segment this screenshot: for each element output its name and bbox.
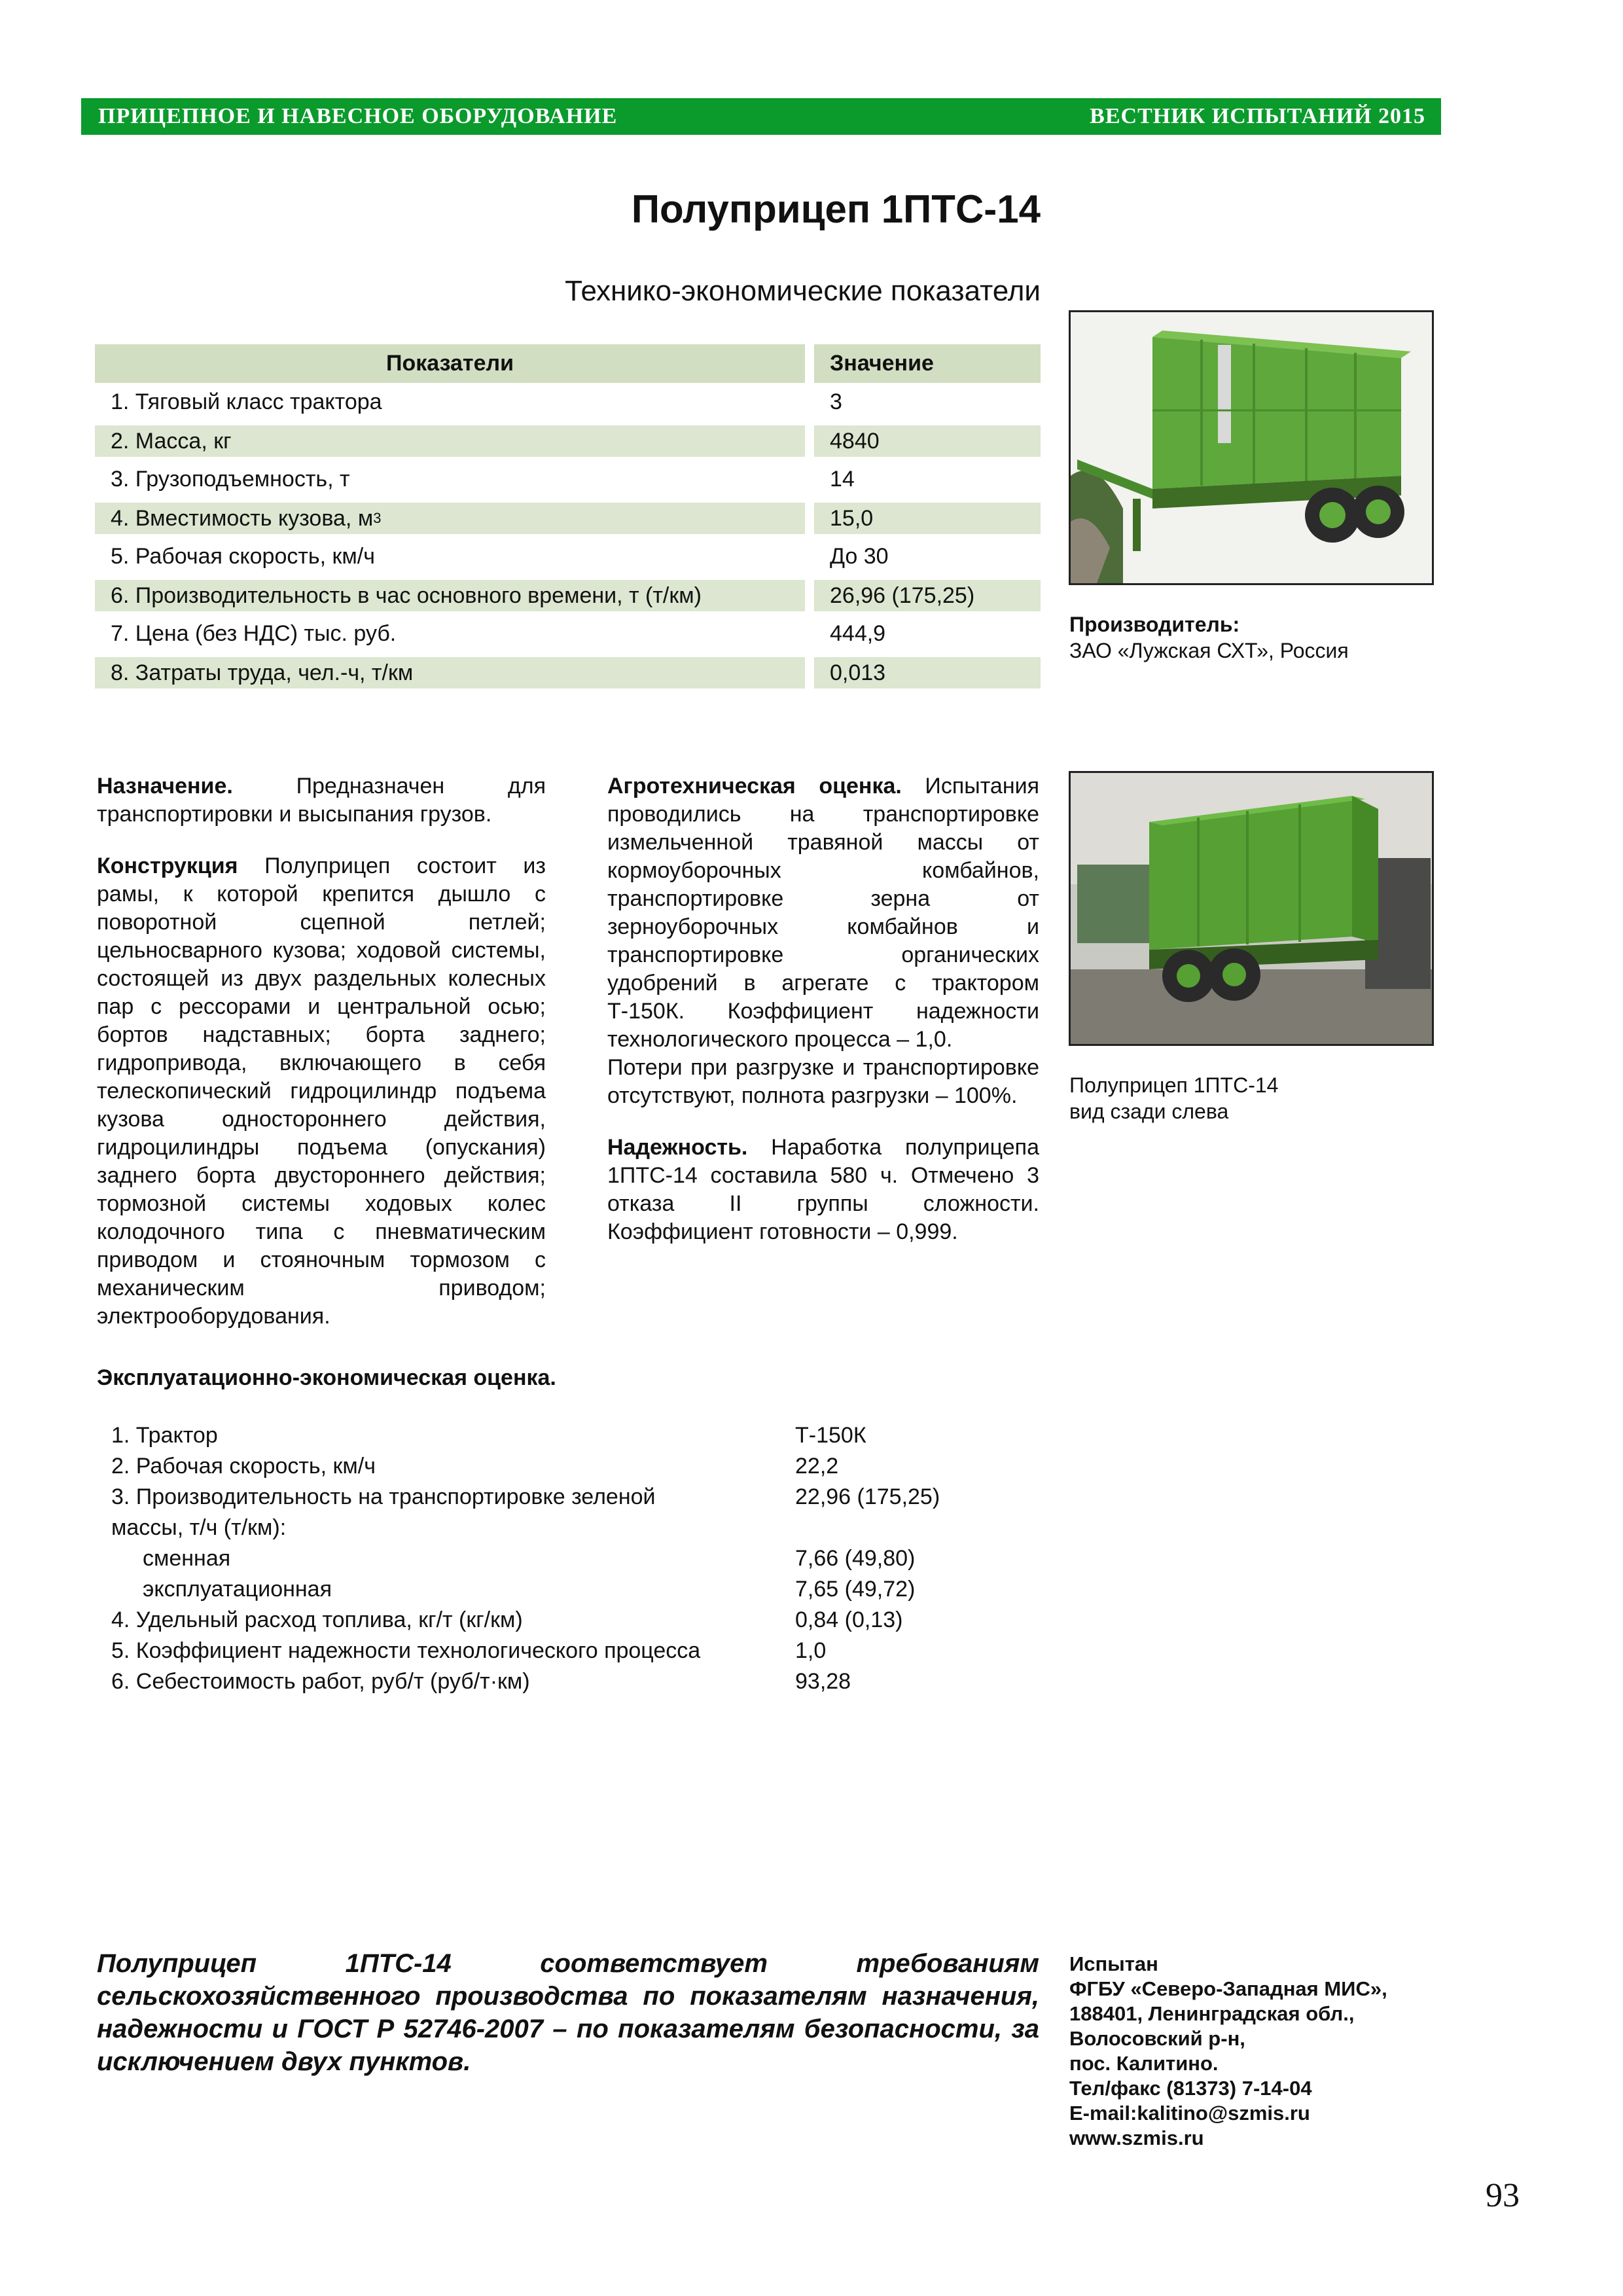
eco-label: 5. Коэффициент надежности технологического процесса	[111, 1638, 701, 1663]
header-section-title: ПРИЦЕПНОЕ И НАВЕСНОЕ ОБОРУДОВАНИЕ	[98, 104, 618, 128]
spec-value: 444,9	[830, 621, 886, 646]
table-row	[95, 422, 1041, 460]
list-item	[111, 1420, 1057, 1451]
spec-value: 14	[830, 467, 855, 492]
manufacturer-block	[1069, 611, 1349, 664]
contacts-address-settlement: пос. Калитино.	[1069, 2052, 1219, 2075]
eco-value: 22,2	[795, 1454, 839, 1479]
list-item	[111, 1666, 1057, 1697]
spec-value: 15,0	[814, 503, 1041, 534]
trailer-photo-front	[1069, 310, 1434, 585]
list-item	[111, 1451, 1057, 1482]
rear-photo-caption-line1: Полуприцеп 1ПТС-14	[1069, 1073, 1279, 1097]
spec-label: 2. Масса, кг	[95, 425, 805, 457]
contacts-tested-label: Испытан	[1069, 1952, 1158, 1975]
agro-losses-paragraph: Потери при разгрузке и транспортировке отсутствуют, полнота разгрузки – 100%.	[607, 1055, 1039, 1108]
spec-label: 3. Грузоподъемность, т	[111, 467, 350, 492]
table-row	[95, 653, 1041, 692]
rear-photo-caption-line2: вид сзади слева	[1069, 1100, 1229, 1123]
table-row	[95, 537, 1041, 576]
eco-value: 7,65 (49,72)	[795, 1577, 916, 1602]
list-item	[111, 1636, 1057, 1666]
list-item	[111, 1605, 1057, 1636]
spec-value: 26,96 (175,25)	[814, 580, 1041, 611]
conclusion-text: Полуприцеп 1ПТС-14 соответствует требованиям сельскохозяйственного производства по показателям назначения, надежности и ГОСТ Р 52746-2007 – по показателям безопасности, за исключением двух пунктов.	[97, 1949, 1039, 2076]
agro-text: Испытания проводились на транспортировке измельченной травяной массы от кормоуборочных комбайнов, транспортировке зерна от зерноуборочных комбайнов и транспортировке органических удобрений в агрегате с трактором Т-150К. Коэффициент надежности технологического процесса – 1,0.	[607, 774, 1039, 1052]
spec-label: 8. Затраты труда, чел.-ч, т/км	[95, 657, 805, 689]
eco-value: Т-150К	[795, 1423, 866, 1448]
specs-table-header	[95, 344, 1041, 383]
page-title: Полуприцеп 1ПТС-14	[631, 187, 1041, 231]
spec-value: 0,013	[814, 657, 1041, 689]
table-row	[95, 615, 1041, 653]
middle-text-column	[607, 772, 1039, 1246]
manufacturer-name: ЗАО «Лужская СХТ», Россия	[1069, 639, 1349, 662]
specs-col-header-value: Значение	[814, 344, 1041, 383]
trailer-photo-rear	[1069, 771, 1434, 1046]
eco-value: 0,84 (0,13)	[795, 1607, 903, 1632]
spec-label-text: 4. Вместимость кузова, м	[111, 505, 374, 531]
trailer-illustration	[1071, 312, 1432, 583]
eco-value	[795, 1513, 1057, 1543]
eco-value: 22,96 (175,25)	[795, 1484, 940, 1509]
contacts-email: E-mail:kalitino@szmis.ru	[1069, 2102, 1310, 2125]
table-row	[95, 499, 1041, 537]
left-text-column	[97, 772, 546, 1331]
purpose-text: Предназначен для транспортировки и высыпания грузов.	[97, 774, 546, 827]
spec-label: 7. Цена (без НДС) тыс. руб.	[111, 621, 397, 646]
spec-label: 1. Тяговый класс трактора	[111, 389, 382, 414]
contacts-organization: ФГБУ «Северо-Западная МИС»,	[1069, 1977, 1387, 2000]
eco-label: массы, т/ч (т/км):	[111, 1515, 287, 1540]
trailer-rear-illustration	[1071, 773, 1432, 1044]
eco-section-title: Эксплуатационно-экономическая оценка.	[97, 1365, 556, 1390]
manufacturer-label: Производитель:	[1069, 613, 1240, 636]
header-journal-title: ВЕСТНИК ИСПЫТАНИЙ 2015	[1090, 104, 1425, 128]
contacts-phone: Тел/факс (81373) 7-14-04	[1069, 2077, 1312, 2100]
eco-label: эксплуатационная	[143, 1577, 332, 1602]
specs-table	[95, 344, 1041, 692]
tester-contacts	[1069, 1952, 1387, 2151]
purpose-paragraph	[97, 772, 546, 829]
purpose-heading: Назначение.	[97, 774, 233, 798]
reliability-text: Наработка полуприцепа 1ПТС-14 составила 580 ч. Отмечено 3 отказа II группы сложности. Коэффициент готовности – 0,999.	[607, 1135, 1039, 1244]
contacts-address-region: 188401, Ленинградская обл.,	[1069, 2002, 1355, 2025]
eco-list	[111, 1420, 1057, 1697]
eco-label: сменная	[143, 1546, 231, 1571]
spec-value: До 30	[830, 544, 889, 569]
table-row	[95, 383, 1041, 422]
spec-value: 3	[830, 389, 842, 414]
reliability-heading: Надежность.	[607, 1135, 748, 1160]
reliability-paragraph	[607, 1134, 1039, 1246]
agro-paragraph	[607, 772, 1039, 1054]
eco-label: 1. Трактор	[111, 1423, 218, 1448]
spec-value: 4840	[814, 425, 1041, 457]
eco-label: 3. Производительность на транспортировке зеленой	[111, 1484, 656, 1509]
specs-table-title: Технико-экономические показатели	[565, 275, 1041, 307]
contacts-address-district: Волосовский р-н,	[1069, 2027, 1245, 2050]
table-row	[95, 576, 1041, 615]
spec-label-superscript: 3	[373, 510, 382, 526]
construction-heading: Конструкция	[97, 853, 238, 878]
eco-value: 93,28	[795, 1669, 851, 1694]
list-item	[111, 1574, 1057, 1605]
eco-value: 1,0	[795, 1638, 827, 1663]
contacts-website: www.szmis.ru	[1069, 2126, 1204, 2149]
rear-photo-caption	[1069, 1072, 1278, 1124]
spec-label	[95, 503, 805, 534]
specs-col-header-indicators: Показатели	[95, 344, 805, 383]
list-item	[111, 1513, 1057, 1543]
construction-text: Полуприцеп состоит из рамы, к которой крепится дышло с поворотной сцепной петлей; цельносварного кузова; ходовой системы, состоящей из двух раздельных колесных пар с рессорами и центральной осью; бортов надставных; борта заднего; гидропривода, включающего в себя телескопический гидроцилиндр подъема кузова одностороннего действия, гидроцилиндры подъема (опускания) заднего борта двустороннего действия; тормозной системы ходовых колес колодочного типа с пневматическим приводом и стояночным тормозом с механическим приводом; электрооборудования.	[97, 853, 546, 1329]
spec-label: 6. Производительность в час основного времени, т (т/км)	[95, 580, 805, 611]
agro-heading: Агротехническая оценка.	[607, 774, 902, 798]
eco-label: 4. Удельный расход топлива, кг/т (кг/км)	[111, 1607, 523, 1632]
list-item	[111, 1543, 1057, 1574]
list-item	[111, 1482, 1057, 1513]
eco-value: 7,66 (49,80)	[795, 1546, 916, 1571]
eco-label: 2. Рабочая скорость, км/ч	[111, 1454, 376, 1479]
header-bar	[81, 98, 1441, 135]
eco-label: 6. Себестоимость работ, руб/т (руб/т·км)	[111, 1669, 530, 1694]
spec-label: 5. Рабочая скорость, км/ч	[111, 544, 375, 569]
construction-paragraph	[97, 852, 546, 1331]
page-number: 93	[1486, 2177, 1520, 2214]
table-row	[95, 460, 1041, 499]
